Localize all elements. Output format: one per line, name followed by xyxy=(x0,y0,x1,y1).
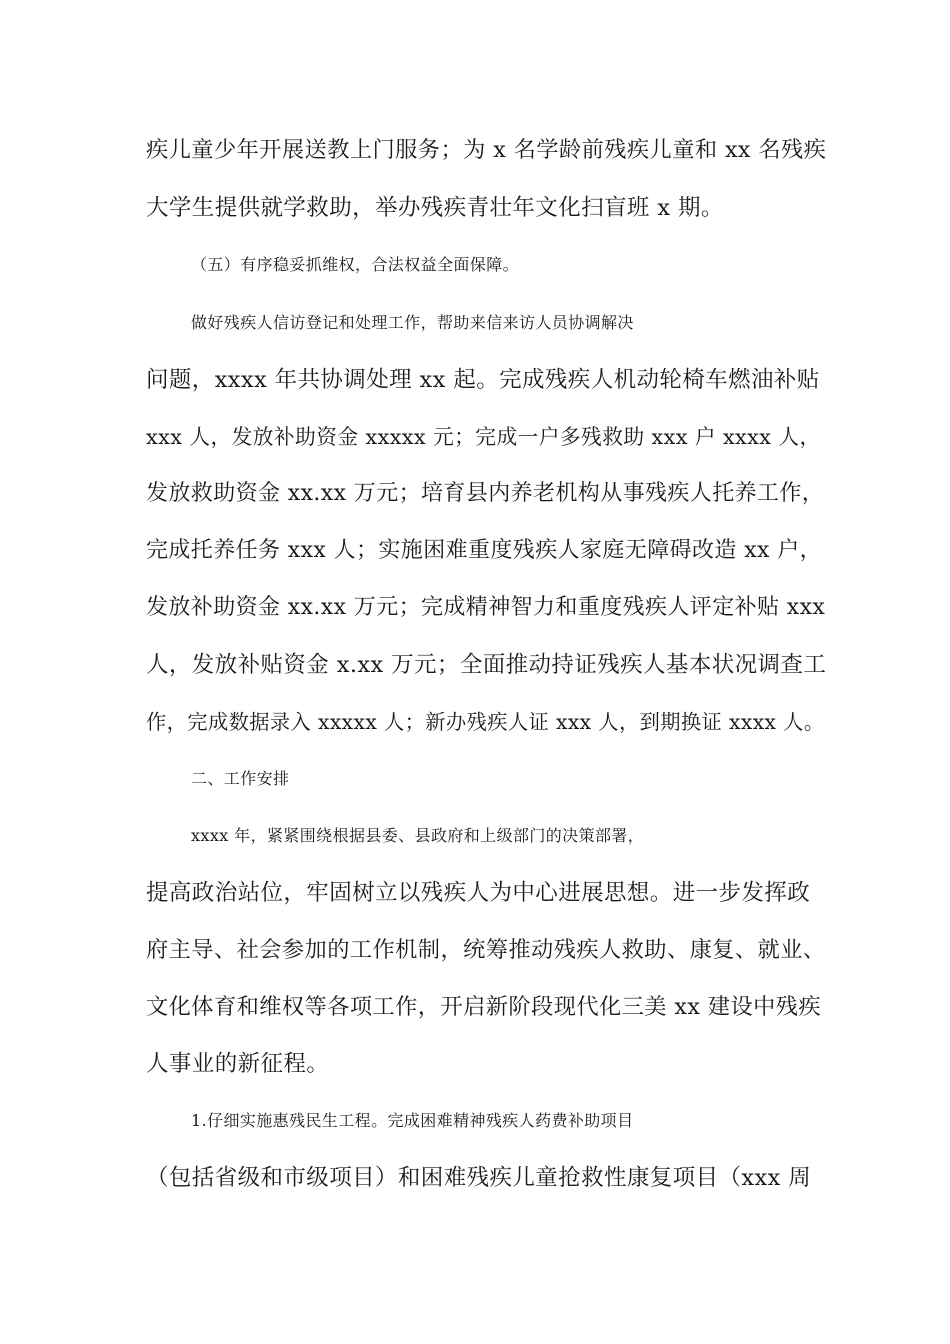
section-heading: 二、工作安排 xyxy=(191,769,290,788)
text-line: 问题，xxxx 年共协调处理 xx 起。完成残疾人机动轮椅车燃油补贴 xyxy=(146,367,820,393)
text-line: xxx 人，发放补助资金 xxxxx 元；完成一户多残救助 xxx 户 xxxx 人， xyxy=(146,425,821,449)
text-line: 完成托养任务 xxx 人；实施困难重度残疾人家庭无障碍改造 xx 户， xyxy=(146,538,823,563)
text-line: 大学生提供就学救助，举办残疾青壮年文化扫盲班 x 期。 xyxy=(146,195,724,221)
text-line: 做好残疾人信访登记和处理工作，帮助来信来访人员协调解决 xyxy=(191,313,634,332)
text-line: 发放补助资金 xx.xx 万元；完成精神智力和重度残疾人评定补贴 xxx xyxy=(146,595,826,620)
text-line: 文化体育和维权等各项工作，开启新阶段现代化三美 xx 建设中残疾 xyxy=(146,994,822,1020)
text-line: xxxx 年，紧紧围绕根据县委、县政府和上级部门的决策部署， xyxy=(191,826,645,845)
text-line: （包括省级和市级项目）和困难残疾儿童抢救性康复项目（xxx 周 xyxy=(146,1165,812,1191)
text-line: 疾儿童少年开展送教上门服务；为 x 名学龄前残疾儿童和 xx 名残疾 xyxy=(146,137,827,163)
text-line: 人，发放补贴资金 x.xx 万元；全面推动持证残疾人基本状况调查工 xyxy=(146,652,827,678)
text-line: 提高政治站位，牢固树立以残疾人为中心进展思想。进一步发挥政 xyxy=(146,880,811,906)
text-line: 人事业的新征程。 xyxy=(146,1051,330,1077)
text-line: 作，完成数据录入 xxxxx 人；新办残疾人证 xxx 人，到期换证 xxxx 人。 xyxy=(146,710,825,734)
section-heading: （五）有序稳妥抓维权，合法权益全面保障。 xyxy=(191,255,520,274)
text-line: 1.仔细实施惠残民生工程。完成困难精神残疾人药费补助项目 xyxy=(191,1111,634,1130)
text-line: 府主导、社会参加的工作机制，统筹推动残疾人救助、康复、就业、 xyxy=(146,937,826,963)
text-line: 发放救助资金 xx.xx 万元；培育县内养老机构从事残疾人托养工作， xyxy=(146,481,825,506)
